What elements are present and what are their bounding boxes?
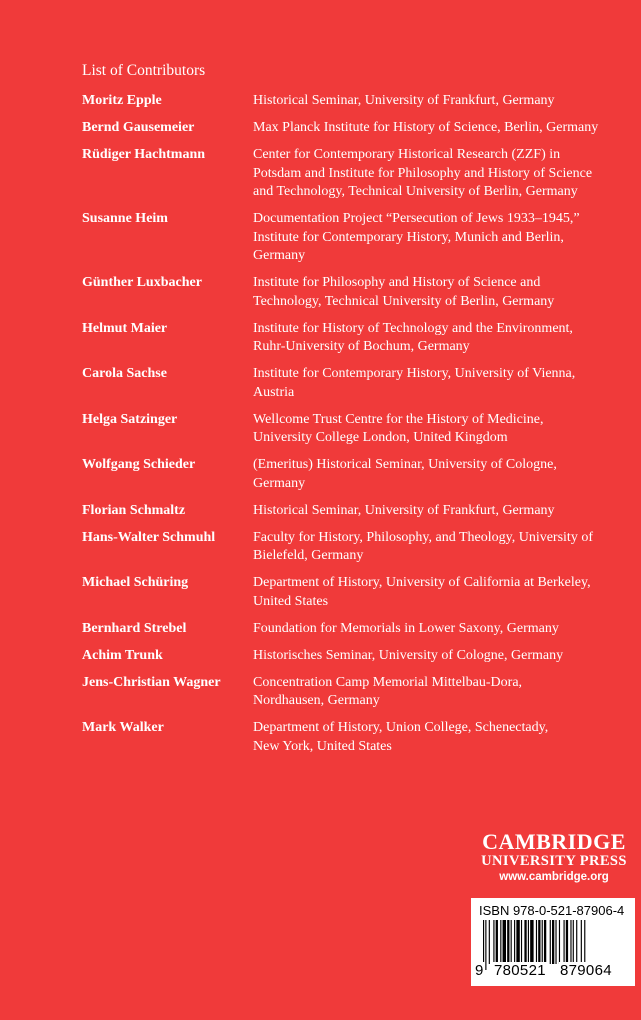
barcode-bar	[573, 920, 574, 964]
contributor-name: Bernd Gausemeier	[82, 120, 195, 135]
barcode-bar	[521, 920, 522, 964]
affiliation-line: Center for Contemporary Historical Research (ZZF) in	[253, 147, 561, 162]
barcode-bar	[511, 920, 512, 964]
publisher-press: UNIVERSITY PRESS	[481, 853, 627, 869]
affiliation-line: Institute for Philosophy and History of Science and	[253, 275, 541, 290]
contributor-affiliation	[253, 719, 623, 756]
contributor-name: Susanne Heim	[82, 211, 168, 226]
contributor-affiliation	[253, 365, 623, 402]
barcode-bar	[493, 920, 494, 964]
barcode-lead-digit: 9	[475, 962, 484, 979]
barcode-bar	[489, 920, 490, 964]
affiliation-line: Wellcome Trust Centre for the History of Medicine,	[253, 411, 544, 427]
publisher-name: CAMBRIDGE	[482, 829, 626, 854]
affiliation-line: Ruhr-University of Bochum, Germany	[253, 339, 470, 354]
affiliation-line: Historisches Seminar, University of Cologne, Germany	[253, 647, 564, 663]
contributor-affiliation	[253, 529, 623, 566]
publisher-logo	[469, 831, 639, 885]
affiliation-line: Historical Seminar, University of Frankfurt, Germany	[253, 93, 555, 108]
contributor-affiliation	[253, 119, 623, 138]
contributor-affiliation	[253, 502, 623, 521]
contributor-affiliation	[253, 574, 623, 611]
contributor-name: Achim Trunk	[82, 647, 163, 663]
affiliation-line: and Technology, Technical University of Berlin, Germany	[253, 184, 578, 199]
contributor-affiliation	[253, 674, 623, 711]
affiliation-line: Nordhausen, Germany	[253, 693, 380, 708]
affiliation-line: Bielefeld, Germany	[253, 548, 364, 563]
affiliation-line: Max Planck Institute for History of Science, Berlin, Germany	[253, 120, 599, 135]
page-title: List of Contributors	[82, 62, 206, 79]
affiliation-line: Historical Seminar, University of Frankfurt, Germany	[253, 502, 555, 518]
barcode-bar	[530, 920, 533, 964]
barcode-box	[471, 898, 635, 986]
affiliation-line: Institute for Contemporary History, University of Vienna,	[253, 366, 576, 381]
affiliation-line: Documentation Project “Persecution of Jews 1933–1945,”	[253, 211, 580, 226]
barcode-bar	[503, 920, 506, 964]
affiliation-line: Department of History, Union College, Schenectady,	[253, 720, 549, 735]
contributor-affiliation	[253, 456, 623, 493]
contributor-name: Günther Luxbacher	[82, 275, 202, 290]
affiliation-line: Technology, Technical University of Berlin, Germany	[253, 293, 555, 309]
barcode-bar	[524, 920, 526, 964]
contributor-affiliation	[253, 92, 623, 111]
affiliation-line: New York, United States	[253, 738, 392, 754]
affiliation-line: Institute for History of Technology and the Environment,	[253, 320, 573, 336]
affiliation-line: United States	[253, 593, 329, 609]
barcode-bar	[566, 920, 568, 964]
contributor-name: Carola Sachse	[82, 366, 167, 381]
contributor-affiliation	[253, 210, 623, 266]
barcode-bar	[528, 920, 529, 964]
contributor-name: Jens-Christian Wagner	[82, 674, 221, 690]
barcode-bar	[581, 920, 582, 964]
contributor-affiliation	[253, 647, 623, 666]
affiliation-line: Austria	[253, 384, 295, 400]
affiliation-line: University College London, United Kingdom	[253, 430, 508, 445]
affiliation-line: Institute for Contemporary History, Munich and Berlin,	[253, 229, 564, 245]
barcode-group-2: 879064	[560, 962, 612, 979]
affiliation-line: Concentration Camp Memorial Mittelbau-Dora,	[253, 674, 523, 690]
contributor-name: Moritz Epple	[82, 93, 162, 108]
affiliation-line: Germany	[253, 248, 306, 263]
affiliation-line: Foundation for Memorials in Lower Saxony, Germany	[253, 620, 559, 636]
barcode-bar	[542, 920, 543, 964]
barcode-bar	[576, 920, 577, 964]
barcode-bar	[514, 920, 515, 964]
barcode-bar	[555, 920, 556, 964]
publisher-url[interactable]: www.cambridge.org	[499, 871, 609, 883]
barcode-bar	[507, 920, 509, 964]
contributor-name: Michael Schüring	[82, 575, 189, 590]
affiliation-line: Germany	[253, 475, 306, 491]
contributor-affiliation	[253, 320, 623, 357]
barcode-bar	[485, 920, 486, 970]
barcode-bar	[500, 920, 501, 964]
contributor-affiliation	[253, 146, 623, 202]
affiliation-line: Faculty for History, Philosophy, and Theology, University of	[253, 529, 593, 545]
contributor-affiliation	[253, 411, 623, 448]
contributor-name: Hans-Walter Schmuhl	[82, 529, 216, 545]
affiliation-line: Potsdam and Institute for Philosophy and History of Science	[253, 165, 593, 181]
barcode-bar	[550, 920, 551, 964]
contributor-name: Mark Walker	[82, 720, 164, 735]
barcode-bar	[516, 920, 519, 964]
contributor-affiliation	[253, 620, 623, 639]
contributor-name: Helmut Maier	[82, 320, 168, 336]
barcode-bar	[544, 920, 546, 964]
barcode-group-1: 780521	[494, 962, 546, 979]
contributor-name: Helga Satzinger	[82, 411, 178, 427]
barcode-bar	[564, 920, 565, 964]
contributor-affiliation	[253, 274, 623, 311]
contributor-name: Bernhard Strebel	[82, 620, 187, 636]
barcode-bar	[570, 920, 571, 964]
contributor-name: Wolfgang Schieder	[82, 457, 196, 472]
contributor-name: Florian Schmaltz	[82, 502, 186, 518]
affiliation-line: Department of History, University of California at Berkeley,	[253, 575, 591, 590]
barcode-bar	[552, 920, 554, 964]
barcode-bar	[496, 920, 498, 964]
barcode-bar	[559, 920, 560, 964]
contributor-name: Rüdiger Hachtmann	[82, 147, 206, 162]
affiliation-line: (Emeritus) Historical Seminar, University of Cologne,	[253, 457, 557, 472]
isbn-label: ISBN 978-0-521-87906-4	[479, 903, 625, 918]
